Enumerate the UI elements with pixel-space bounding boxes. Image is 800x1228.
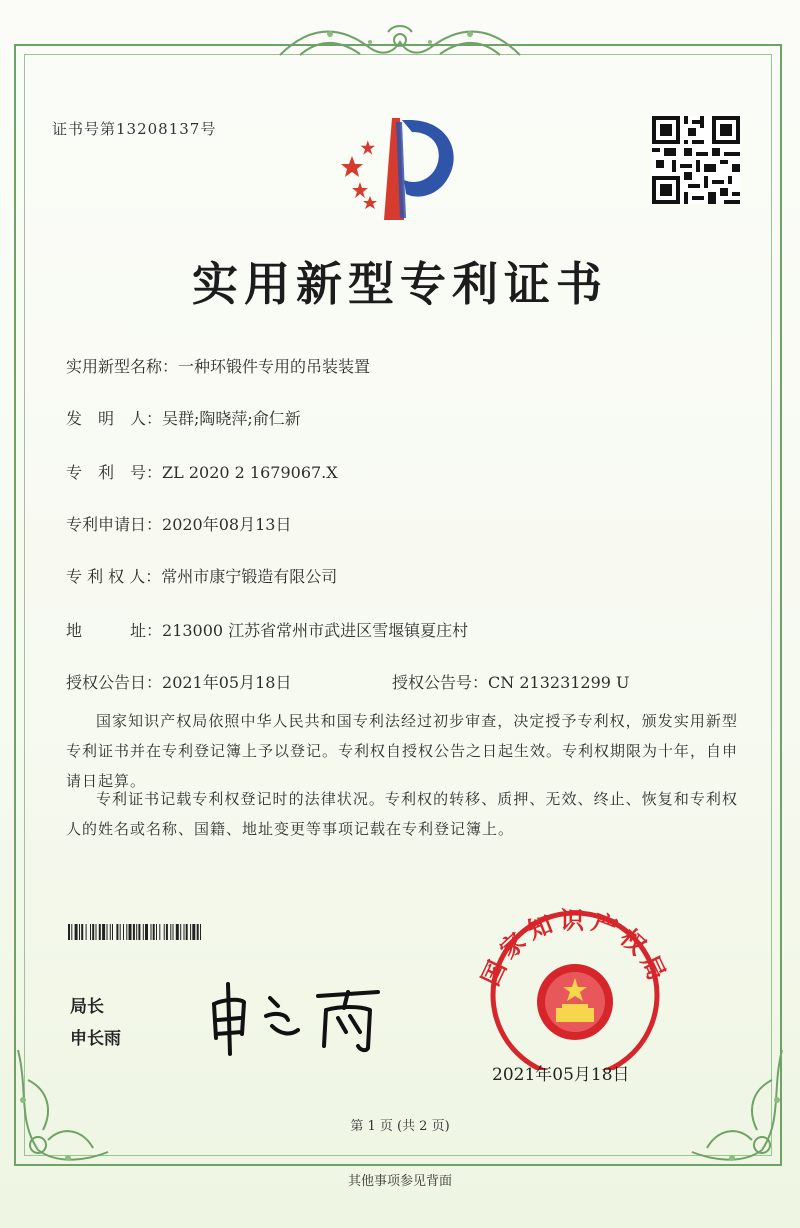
field-application-date <box>66 512 291 535</box>
field-label: 授权公告号： <box>392 673 489 692</box>
page-number: 第 1 页 (共 2 页) <box>350 1119 450 1134</box>
field-patentee <box>66 564 337 587</box>
barcode-bar <box>176 924 179 940</box>
barcode-bar <box>138 924 140 940</box>
seal-text: 国家知识产权局 <box>476 906 674 991</box>
barcode-bar <box>151 924 152 940</box>
barcode-bar <box>145 924 148 940</box>
barcode-bar <box>153 924 155 940</box>
barcode-bar <box>86 924 87 940</box>
field-address <box>66 618 468 641</box>
barcode-bar <box>81 924 83 940</box>
barcode-bar <box>68 924 70 940</box>
field-grant-date <box>66 670 291 693</box>
field-label: 专 利 权 人： <box>66 567 162 586</box>
barcode-bar <box>129 924 132 940</box>
field-label: 发 明 人： <box>66 409 163 428</box>
barcode-bar <box>192 924 195 940</box>
field-utility-model-name <box>66 354 370 377</box>
floral-ornament-icon <box>270 20 530 70</box>
qr-code-icon <box>652 116 740 204</box>
field-value: CN 213231299 U <box>488 673 630 692</box>
barcode-bar <box>123 924 124 940</box>
barcode-bar <box>197 924 199 940</box>
field-value: 一种环锻件专用的吊装装置 <box>178 357 371 376</box>
floral-ornament-icon <box>8 1040 118 1170</box>
barcode-bar <box>133 924 135 940</box>
barcode-bar <box>120 924 121 940</box>
field-inventors <box>66 406 301 429</box>
barcode-bar <box>173 924 174 940</box>
barcode-bar <box>143 924 144 940</box>
field-value: 常州市康宁锻造有限公司 <box>161 567 338 586</box>
patent-emblem-icon <box>330 108 470 228</box>
field-label: 实用新型名称： <box>66 357 179 376</box>
barcode-bar <box>112 924 113 940</box>
barcode-bar <box>75 924 78 940</box>
barcode-bar <box>186 924 188 940</box>
field-label: 授权公告日： <box>66 673 163 692</box>
certificate-title: 实用新型专利证书 <box>192 257 608 311</box>
barcode-bar <box>156 924 157 940</box>
barcode-bar <box>136 924 137 940</box>
barcode-bar <box>190 924 191 940</box>
field-label: 专利申请日： <box>66 515 163 534</box>
national-emblem-seal-icon <box>470 900 680 1070</box>
barcode-bar <box>79 924 80 940</box>
certificate-paragraph-1: 国家知识产权局依照中华人民共和国专利法经过初步审查，决定授予专利权，颁发实用新型专利证书并在专利登记簿上予以登记。专利权自授权公告之日起生效。专利权期限为十年，自申请日起算。 <box>66 712 739 790</box>
barcode-bar <box>71 924 72 940</box>
barcode-bar <box>107 924 108 940</box>
barcode-bar <box>110 924 111 940</box>
barcode-bar <box>102 924 105 940</box>
signer-name: 申长雨 <box>70 1029 121 1049</box>
barcode-bar <box>170 924 171 940</box>
barcode-bar <box>90 924 91 940</box>
barcode-bar <box>184 924 185 940</box>
barcode-bar <box>116 924 118 940</box>
certificate-number: 证书号第13208137号 <box>52 120 217 138</box>
field-value: 吴群;陶晓萍;俞仁新 <box>162 409 301 428</box>
barcode-bar <box>159 924 160 940</box>
field-value: 2020年08月13日 <box>162 515 292 534</box>
signer-role: 局长 <box>70 997 104 1017</box>
field-value: ZL 2020 2 1679067.X <box>162 463 338 482</box>
floral-ornament-icon <box>682 1040 792 1170</box>
barcode-bar <box>92 924 94 940</box>
seal-date: 2021年05月18日 <box>492 1065 630 1085</box>
barcode-bar <box>200 924 201 940</box>
barcode-icon <box>68 924 292 940</box>
handwritten-signature <box>200 976 400 1056</box>
back-side-note: 其他事项参见背面 <box>347 1174 452 1189</box>
field-patent-number <box>66 460 338 483</box>
barcode-bar <box>166 924 168 940</box>
field-value: 213000 江苏省常州市武进区雪堰镇夏庄村 <box>162 621 469 640</box>
field-label: 专 利 号： <box>66 463 163 482</box>
field-grant-number <box>392 670 630 693</box>
barcode-bar <box>96 924 97 940</box>
barcode-bar <box>164 924 165 940</box>
barcode-bar <box>99 924 101 940</box>
barcode-bar <box>180 924 181 940</box>
barcode-bar <box>126 924 127 940</box>
certificate-paragraph-2: 专利证书记载专利权登记时的法律状况。专利权的转移、质押、无效、终止、恢复和专利权人的姓名或名称、国籍、地址变更等事项记载在专利登记簿上。 <box>66 790 738 838</box>
field-label: 地 址： <box>66 621 163 640</box>
field-value: 2021年05月18日 <box>162 673 292 692</box>
